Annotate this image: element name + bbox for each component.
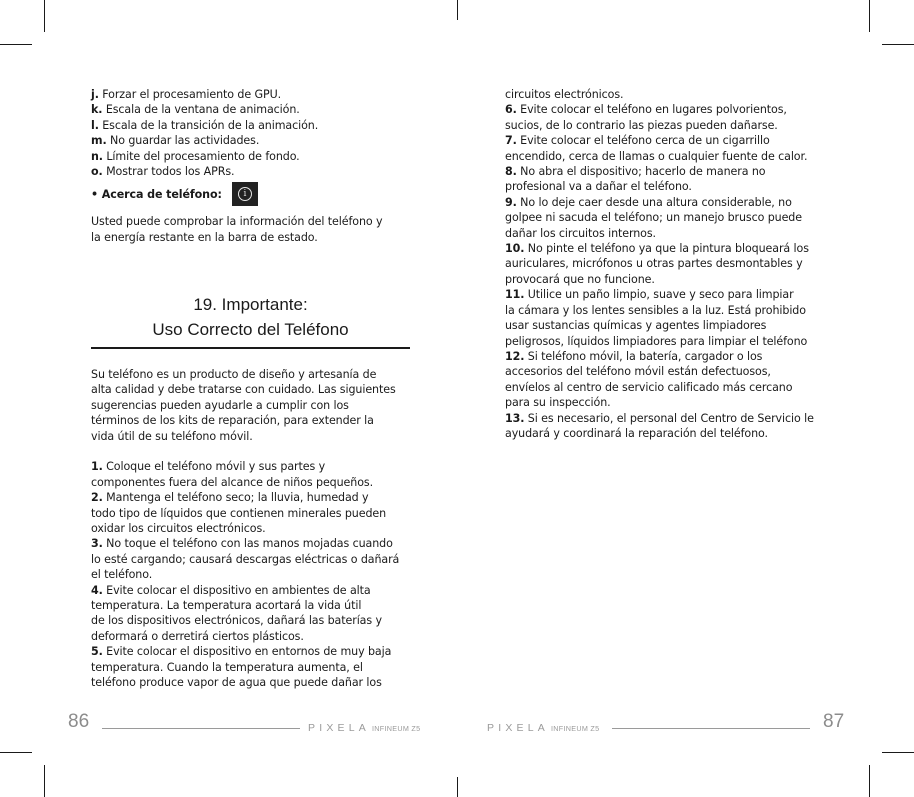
crop-mark [44, 0, 45, 32]
continuation-line: circuitos electrónicos. [505, 88, 624, 101]
crop-mark [457, 777, 458, 797]
menu-item: n. Límite del procesamiento de fondo. [91, 149, 300, 163]
tip-line: accesorios del teléfono móvil están defectuosos, [505, 365, 771, 379]
info-icon: i [232, 182, 258, 206]
intro-line: términos de los kits de reparación, para extender la [91, 414, 374, 428]
tip-line: golpee ni sacuda el teléfono; un manejo brusco puede [505, 211, 802, 225]
crop-mark [0, 44, 32, 45]
intro-line: vida útil de su teléfono móvil. [91, 429, 253, 443]
left-column-body [91, 367, 413, 691]
left-column-top [91, 87, 413, 245]
tip-line: usar sustancias químicas y agentes limpiadores [505, 319, 767, 333]
section-heading [91, 292, 410, 342]
menu-item: k. Escala de la ventana de animación. [91, 103, 300, 117]
tip-line: componentes fuera del alcance de niños pequeños. [91, 475, 373, 489]
tip-line: envíelos al centro de servicio calificado más cercano [505, 380, 793, 394]
tip-line: 3. No toque el teléfono con las manos mojadas cuando [91, 537, 393, 551]
footer-rule [612, 728, 810, 729]
tip-line: 4. Evite colocar el dispositivo en ambientes de alta [91, 583, 371, 597]
footer-rule [102, 728, 300, 729]
crop-mark [0, 752, 32, 753]
phone-info-label: • Acerca de teléfono: [91, 187, 222, 201]
phone-desc-line: la energía restante en la barra de estado. [91, 230, 318, 244]
page-number-left: 86 [68, 711, 90, 732]
tip-line: 13. Si es necesario, el personal del Centro de Servicio le [505, 411, 814, 425]
crop-mark [882, 752, 914, 753]
tip-line: 9. No lo deje caer desde una altura considerable, no [505, 195, 792, 209]
tip-line: la cámara y los lentes sensibles a la luz. Está prohibido [505, 303, 806, 317]
phone-info-row [91, 182, 413, 206]
intro-line: sugerencias pueden ayudarle a cumplir con los [91, 398, 349, 412]
crop-mark [869, 0, 870, 32]
tip-line: sucios, de lo contrario las piezas pueden dañarse. [505, 118, 778, 132]
tip-line: encendido, cerca de llamas o cualquier fuente de calor. [505, 149, 808, 163]
menu-item: m. No guardar las actividades. [91, 134, 260, 148]
crop-mark [882, 44, 914, 45]
tip-line: auriculares, micrófonos u otras partes desmontables y [505, 257, 803, 271]
tip-line: 2. Mantenga el teléfono seco; la lluvia, humedad y [91, 491, 369, 505]
tip-line: peligrosos, líquidos limpiadores para limpiar el teléfono [505, 334, 808, 348]
tip-line: ayudará y coordinará la reparación del teléfono. [505, 426, 768, 440]
tip-line: 6. Evite colocar el teléfono en lugares polvorientos, [505, 103, 787, 117]
tip-line: todo tipo de líquidos que contienen minerales pueden [91, 506, 387, 520]
tip-line: profesional va a dañar el teléfono. [505, 180, 692, 194]
menu-item: j. Forzar el procesamiento de GPU. [91, 88, 282, 101]
menu-item: o. Mostrar todos los APRs. [91, 165, 235, 179]
tip-line: deformará o derretirá ciertos plásticos. [91, 629, 304, 643]
tip-line: 10. No pinte el teléfono ya que la pintura bloqueará los [505, 242, 809, 256]
tip-line: 11. Utilice un paño limpio, suave y seco para limpiar [505, 288, 794, 302]
heading-line: Uso Correcto del Teléfono [152, 320, 349, 339]
heading-line: 19. Importante: [193, 295, 308, 314]
menu-item: l. Escala de la transición de la animación. [91, 118, 319, 132]
tip-line: 1. Coloque el teléfono móvil y sus partes y [91, 460, 326, 474]
tip-line: lo esté cargando; causará descargas eléctricas o dañará [91, 552, 400, 566]
intro-line: alta calidad y debe tratarse con cuidado. Las siguientes [91, 383, 396, 397]
tip-line: oxidar los circuitos electrónicos. [91, 522, 266, 536]
tip-line: dañar los circuitos internos. [505, 226, 656, 240]
tip-line: 12. Si teléfono móvil, la batería, cargador o los [505, 349, 763, 363]
crop-mark [869, 765, 870, 797]
tip-line: temperatura. Cuando la temperatura aumenta, el [91, 660, 363, 674]
tip-line: provocará que no funcione. [505, 272, 655, 286]
phone-desc-line: Usted puede comprobar la información del teléfono y [91, 215, 383, 229]
page-number-right: 87 [823, 711, 845, 732]
heading-underline [91, 347, 410, 349]
tip-line: 8. No abra el dispositivo; hacerlo de manera no [505, 165, 766, 179]
tip-line: para su inspección. [505, 396, 611, 410]
right-column [505, 87, 835, 441]
tip-line: 7. Evite colocar el teléfono cerca de un cigarrillo [505, 134, 770, 148]
tip-line: 5. Evite colocar el dispositivo en entornos de muy baja [91, 645, 392, 659]
brand-logo-right: PIXELA INFINEUM Z5 [487, 722, 600, 734]
brand-logo-left: PIXELA INFINEUM Z5 [308, 722, 421, 734]
crop-mark [457, 0, 458, 20]
tip-line: de los dispositivos electrónicos, dañará las baterías y [91, 614, 382, 628]
tip-line: teléfono produce vapor de agua que puede dañar los [91, 676, 382, 690]
tip-line: el teléfono. [91, 568, 153, 582]
crop-mark [44, 765, 45, 797]
tip-line: temperatura. La temperatura acortará la vida útil [91, 599, 362, 613]
intro-line: Su teléfono es un producto de diseño y artesanía de [91, 368, 377, 381]
